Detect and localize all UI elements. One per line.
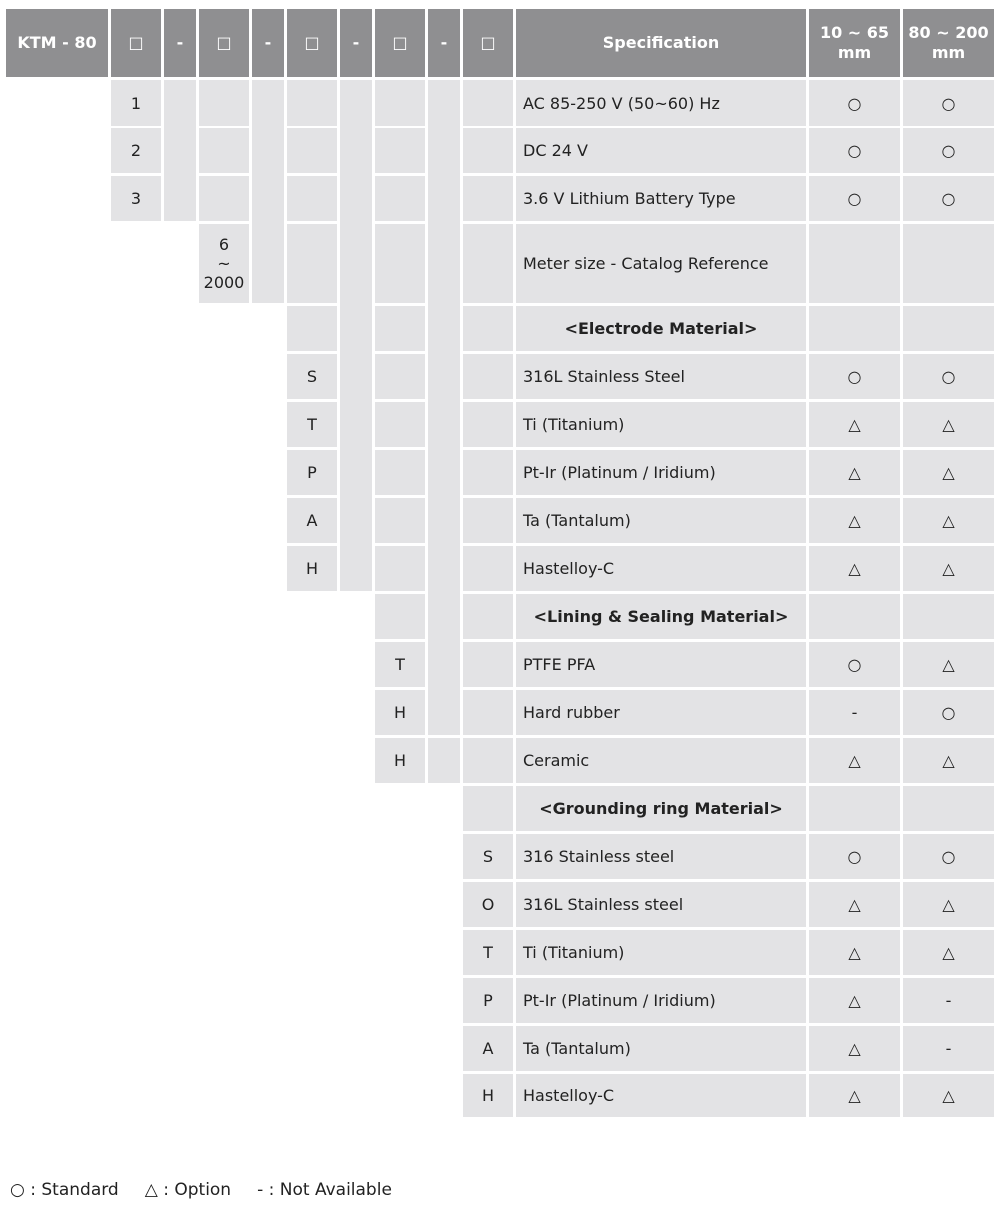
lining-connector-bar — [428, 80, 460, 735]
availability-large-cell — [903, 786, 994, 831]
availability-small-cell: ○ — [809, 80, 900, 126]
grounding-code-cell — [463, 176, 513, 221]
size-code-cell — [199, 128, 249, 173]
grounding-code-cell: S — [463, 834, 513, 879]
availability-small-cell: ○ — [809, 642, 900, 687]
header-code-electrode: □ — [287, 9, 337, 77]
availability-large-cell — [903, 594, 994, 639]
electrode-code-cell: P — [287, 450, 337, 495]
spec-label: 3.6 V Lithium Battery Type — [516, 176, 806, 221]
lining-code-cell — [375, 306, 425, 351]
header-model: KTM - 80 — [6, 9, 108, 77]
availability-small-cell: ○ — [809, 128, 900, 173]
size-connector-bar — [252, 80, 284, 303]
section-heading: <Electrode Material> — [516, 306, 806, 351]
grounding-code-cell: H — [463, 1074, 513, 1117]
availability-small-cell: △ — [809, 1026, 900, 1071]
availability-large-cell: △ — [903, 498, 994, 543]
availability-small-cell — [809, 224, 900, 303]
availability-large-cell: △ — [903, 642, 994, 687]
spec-label: 316L Stainless Steel — [516, 354, 806, 399]
power-code-cell: 1 — [111, 80, 161, 126]
availability-large-cell: △ — [903, 546, 994, 591]
electrode-code-cell — [287, 128, 337, 173]
header-code-power: □ — [111, 9, 161, 77]
electrode-connector-bar — [340, 80, 372, 591]
size-code-range — [199, 224, 249, 303]
grounding-code-cell — [463, 354, 513, 399]
availability-large-cell: ○ — [903, 354, 994, 399]
lining-code-cell: H — [375, 690, 425, 735]
grounding-code-cell — [463, 450, 513, 495]
electrode-code-cell — [287, 80, 337, 126]
grounding-code-cell: A — [463, 1026, 513, 1071]
electrode-code-cell: H — [287, 546, 337, 591]
legend — [10, 1180, 392, 1200]
availability-large-cell: △ — [903, 930, 994, 975]
lining-code-cell — [375, 498, 425, 543]
section-heading: <Grounding ring Material> — [516, 786, 806, 831]
size-code-from: 6 — [218, 235, 230, 254]
legend-option: △ : Option — [144, 1180, 232, 1200]
availability-small-cell: △ — [809, 882, 900, 927]
electrode-code-cell — [287, 306, 337, 351]
availability-large-cell: ○ — [903, 834, 994, 879]
lining-code-cell — [375, 176, 425, 221]
availability-small-cell: ○ — [809, 176, 900, 221]
availability-small-cell: △ — [809, 402, 900, 447]
header-specification: Specification — [516, 9, 806, 77]
spec-label: Ceramic — [516, 738, 806, 783]
lining-code-cell: H — [375, 738, 425, 783]
electrode-code-cell — [287, 176, 337, 221]
grounding-code-cell — [463, 402, 513, 447]
availability-small-cell — [809, 594, 900, 639]
availability-small-cell: - — [809, 690, 900, 735]
availability-large-cell: - — [903, 1026, 994, 1071]
availability-large-cell — [903, 224, 994, 303]
section-heading: <Lining & Sealing Material> — [516, 594, 806, 639]
spec-label: DC 24 V — [516, 128, 806, 173]
lining-code-cell — [375, 354, 425, 399]
header-size-small: 10 ~ 65 mm — [809, 9, 900, 77]
electrode-code-cell: S — [287, 354, 337, 399]
lining-code-cell — [375, 546, 425, 591]
spec-label: Ta (Tantalum) — [516, 1026, 806, 1071]
availability-small-cell — [809, 786, 900, 831]
grounding-code-cell — [463, 546, 513, 591]
spec-label: Pt-Ir (Platinum / Iridium) — [516, 978, 806, 1023]
lining-code-cell — [375, 224, 425, 303]
spec-label: Pt-Ir (Platinum / Iridium) — [516, 450, 806, 495]
grounding-code-cell — [463, 224, 513, 303]
size-code-to: 2000 — [203, 273, 245, 292]
spec-label: Meter size - Catalog Reference — [516, 224, 806, 303]
lining-code-cell — [375, 128, 425, 173]
availability-small-cell: ○ — [809, 834, 900, 879]
lining-code-cell — [375, 402, 425, 447]
spec-label: Ta (Tantalum) — [516, 498, 806, 543]
availability-small-cell: △ — [809, 930, 900, 975]
availability-small-cell: △ — [809, 498, 900, 543]
size-code-sep: ~ — [217, 254, 231, 273]
power-code-cell: 3 — [111, 176, 161, 221]
grounding-code-cell — [463, 738, 513, 783]
spec-label: Ti (Titanium) — [516, 402, 806, 447]
electrode-code-cell: T — [287, 402, 337, 447]
availability-large-cell: △ — [903, 1074, 994, 1117]
header-size-large: 80 ~ 200 mm — [903, 9, 994, 77]
availability-large-cell: △ — [903, 450, 994, 495]
lining-code-cell: T — [375, 642, 425, 687]
spec-label: Ti (Titanium) — [516, 930, 806, 975]
grounding-code-cell: T — [463, 930, 513, 975]
spec-label: PTFE PFA — [516, 642, 806, 687]
availability-large-cell: ○ — [903, 176, 994, 221]
availability-small-cell: △ — [809, 1074, 900, 1117]
availability-large-cell: △ — [903, 402, 994, 447]
availability-large-cell: ○ — [903, 690, 994, 735]
grounding-code-cell — [463, 128, 513, 173]
lining-connector-end — [428, 738, 460, 783]
grounding-code-cell — [463, 690, 513, 735]
header-dash-4: - — [428, 9, 460, 77]
lining-code-cell — [375, 594, 425, 639]
availability-large-cell: △ — [903, 738, 994, 783]
power-connector-bar — [164, 80, 196, 221]
size-code-cell — [199, 176, 249, 221]
electrode-code-cell: A — [287, 498, 337, 543]
lining-code-cell — [375, 450, 425, 495]
availability-small-cell: △ — [809, 978, 900, 1023]
header-code-size: □ — [199, 9, 249, 77]
spec-label: Hastelloy-C — [516, 1074, 806, 1117]
availability-large-cell — [903, 306, 994, 351]
legend-not-available: - : Not Available — [257, 1180, 392, 1200]
spec-label: AC 85-250 V (50~60) Hz — [516, 80, 806, 126]
electrode-code-cell — [287, 224, 337, 303]
availability-small-cell: △ — [809, 738, 900, 783]
grounding-code-cell — [463, 498, 513, 543]
availability-large-cell: ○ — [903, 80, 994, 126]
size-code-cell — [199, 80, 249, 126]
grounding-code-cell — [463, 642, 513, 687]
availability-large-cell: - — [903, 978, 994, 1023]
spec-label: Hastelloy-C — [516, 546, 806, 591]
header-code-grounding: □ — [463, 9, 513, 77]
availability-small-cell — [809, 306, 900, 351]
grounding-code-cell — [463, 306, 513, 351]
spec-label: 316L Stainless steel — [516, 882, 806, 927]
header-dash-2: - — [252, 9, 284, 77]
availability-large-cell: ○ — [903, 128, 994, 173]
grounding-code-cell: P — [463, 978, 513, 1023]
availability-small-cell: ○ — [809, 354, 900, 399]
legend-standard: ○ : Standard — [10, 1180, 119, 1200]
header-code-lining: □ — [375, 9, 425, 77]
grounding-code-cell — [463, 594, 513, 639]
spec-label: 316 Stainless steel — [516, 834, 806, 879]
header-dash-1: - — [164, 9, 196, 77]
grounding-code-cell — [463, 786, 513, 831]
availability-large-cell: △ — [903, 882, 994, 927]
header-dash-3: - — [340, 9, 372, 77]
availability-small-cell: △ — [809, 546, 900, 591]
power-code-cell: 2 — [111, 128, 161, 173]
spec-label: Hard rubber — [516, 690, 806, 735]
lining-code-cell — [375, 80, 425, 126]
availability-small-cell: △ — [809, 450, 900, 495]
grounding-code-cell — [463, 80, 513, 126]
grounding-code-cell: O — [463, 882, 513, 927]
